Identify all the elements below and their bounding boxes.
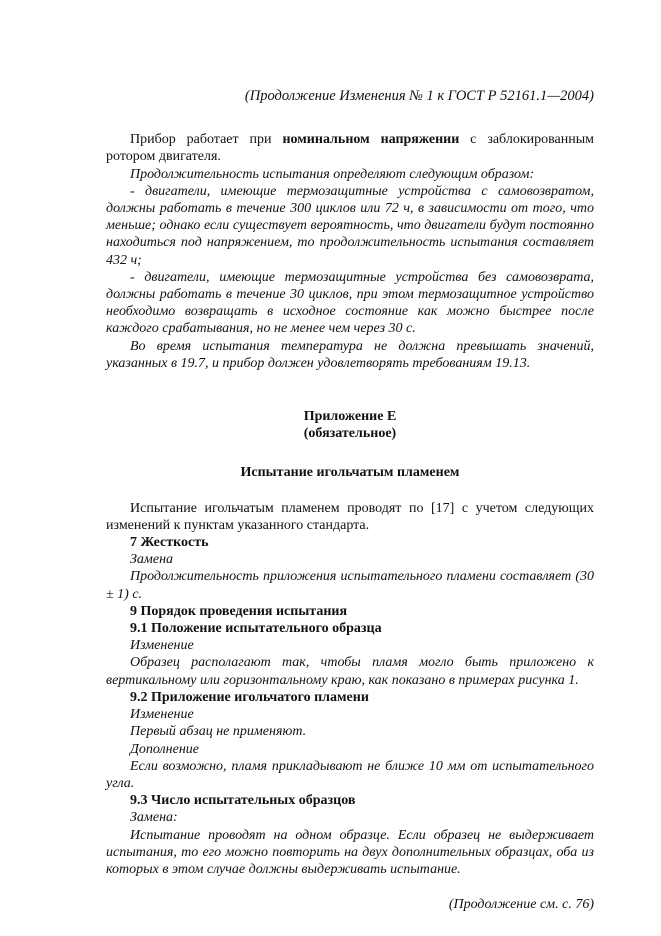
- section-9-3-title: 9.3 Число испытательных образцов: [130, 793, 356, 809]
- intro-text-after: с заблокированным ротором двигателя.: [106, 132, 595, 165]
- intro-paragraph: [106, 131, 594, 165]
- section-9-3-text: Испытание проводят на одном образце. Если образец не выдерживает испытания, то его можно повторить на двух дополнительных образцах, оба из которых в этом случае должны выдерживать испытание.: [106, 827, 594, 877]
- section-9-1-action: Изменение: [130, 638, 194, 654]
- duration-lead: Продолжительность испытания определяют следующим образом:: [130, 166, 535, 182]
- section-9-title: 9 Порядок проведения испытания: [130, 603, 348, 619]
- section-9-1-title: 9.1 Положение испытательного образца: [130, 621, 382, 637]
- duration-item-self-resetting: - двигатели, имеющие термозащитные устройства с самовозвратом, должны работать в течение 300 циклов или 72 ч, в зависимости от того, что меньше; однако если существует вероятность, что двигатели будут постоянно находиться под напряжением, то продолжительность испытания составляет 432 ч;: [106, 183, 594, 268]
- duration-item-non-self-resetting: - двигатели, имеющие термозащитные устройства без самовозврата, должны работать в течение 30 циклов, при этом термозащитное устройство необходимо возвращать в исходное состояние как можно быстрее после каждого срабатывания, но не менее чем через 30 с.: [106, 269, 594, 337]
- appendix-title: Приложение Е: [303, 409, 397, 425]
- section-9-2-action-addition: Дополнение: [130, 741, 199, 757]
- section-7-title: 7 Жесткость: [130, 535, 209, 551]
- appendix-lead: Испытание игольчатым пламенем проводят по [17] с учетом следующих изменений к пунктам указанного стандарта.: [106, 500, 594, 533]
- rated-voltage-term: номинальном напряжении: [282, 132, 460, 148]
- appendix-subject: Испытание игольчатым пламенем: [240, 465, 460, 481]
- continuation-header: (Продолжение Изменения № 1 к ГОСТ Р 52161.1—2004): [244, 88, 594, 104]
- appendix-status: (обязательное): [303, 426, 397, 442]
- section-7-action: Замена: [130, 552, 174, 568]
- section-9-2-text-addition: Если возможно, пламя прикладывают не ближе 10 мм от испытательного угла.: [106, 758, 594, 791]
- intro-text-before: Прибор работает при: [130, 132, 283, 148]
- temperature-paragraph: Во время испытания температура не должна превышать значений, указанных в 19.7, и прибор должен удовлетворять требованиям 19.13.: [106, 338, 594, 371]
- section-9-2-text-change: Первый абзац не применяют.: [130, 724, 307, 740]
- section-9-1-text: Образец располагают так, чтобы пламя могло быть приложено к вертикальному или горизонтальному краю, как показано в примерах рисунка 1.: [106, 655, 594, 688]
- section-9-3-action: Замена:: [130, 810, 178, 826]
- section-7-text: Продолжительность приложения испытательного пламени составляет (30 ± 1) с.: [106, 569, 594, 602]
- document-page: [106, 88, 594, 913]
- section-9-2-action-change: Изменение: [130, 707, 194, 723]
- continuation-footer: (Продолжение см. с. 76): [448, 897, 594, 913]
- section-9-2-title: 9.2 Приложение игольчатого пламени: [130, 689, 369, 705]
